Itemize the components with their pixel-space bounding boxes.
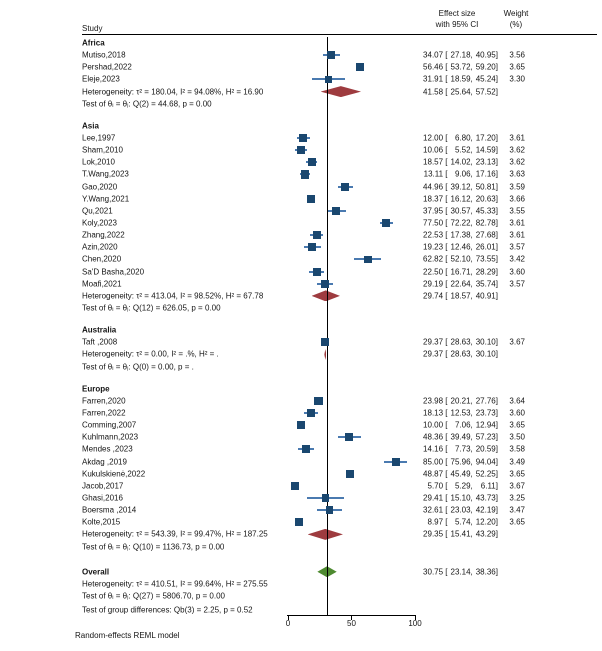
study-row [0,336,602,348]
test-row [0,302,602,314]
effect-square-marker [321,280,329,288]
x-axis-tick-label: 100 [408,619,422,628]
column-header-weight-line2: (%) [509,20,523,29]
group-label: Africa [82,38,105,48]
weight-value: 3.64 [509,396,525,406]
effect-square-marker [346,470,354,478]
study-row [0,443,602,455]
study-row [0,229,602,241]
weight-value: 3.55 [509,206,525,216]
study-label: Kuhlmann,2023 [82,432,139,442]
test-label: Test of θᵢ = θⱼ: Q(12) = 626.05, p = 0.00 [82,303,221,313]
study-label: Akdag ,2019 [82,457,127,467]
study-label: Boersma ,2014 [82,505,137,515]
study-row [0,144,602,156]
heterogeneity-row [0,348,602,360]
weight-value: 3.63 [509,169,525,179]
study-label: Eleje,2023 [82,74,120,84]
effect-square-marker [327,51,335,59]
effect-ci-value: 19.23 [ 12.46 , 26.01 ] [423,242,498,252]
effect-square-marker [322,494,329,501]
effect-square-marker [302,445,310,453]
study-label: T.Wang,2023 [82,169,129,179]
weight-value: 3.60 [509,267,525,277]
study-label: Moafi,2021 [82,279,122,289]
forest-row [0,324,602,336]
effect-ci-value: 62.82 [ 52.10 , 73.55 ] [423,254,498,264]
test-label: Test of θᵢ = θⱼ: Q(27) = 5806.70, p = 0.00 [82,591,225,601]
group-label: Asia [82,121,99,131]
study-row [0,395,602,407]
study-label: Chen,2020 [82,254,122,264]
weight-value: 3.65 [509,420,525,430]
weight-value: 3.42 [509,254,525,264]
weight-value: 3.49 [509,457,525,467]
group-differences-label: Test of group differences: Qb(3) = 2.25, p = 0.52 [82,605,253,615]
study-label: Kukulskienė,2022 [82,469,146,479]
effect-ci-value: 31.91 [ 18.59 , 45.24 ] [423,74,498,84]
heterogeneity-label: Heterogeneity: τ² = 410.51, I² = 99.64%, H² = 275.55 [82,579,268,589]
weight-value: 3.57 [509,242,525,252]
effect-square-marker [295,518,303,526]
weight-value: 3.62 [509,145,525,155]
study-row [0,181,602,193]
column-header-effect-size-line1: Effect size [438,9,476,18]
weight-value: 3.60 [509,408,525,418]
weight-value: 3.66 [509,194,525,204]
effect-ci-value: 18.57 [ 14.02 , 23.13 ] [423,157,498,167]
study-label: Sham,2010 [82,145,123,155]
study-row [0,217,602,229]
weight-value: 3.58 [509,444,525,454]
effect-ci-value: 85.00 [ 75.96 , 94.04 ] [423,457,498,467]
effect-square-marker [307,195,315,203]
heterogeneity-row [0,290,602,302]
overall-label: Overall [82,567,110,577]
weight-value: 3.57 [509,279,525,289]
weight-value: 3.56 [509,50,525,60]
effect-ci-value: 41.58 [ 25.64 , 57.52 ] [423,87,498,97]
heterogeneity-row [0,528,602,540]
study-row [0,132,602,144]
study-row [0,468,602,480]
test-row [0,540,602,552]
study-row [0,516,602,528]
study-row [0,407,602,419]
effect-ci-value: 29.74 [ 18.57 , 40.91 ] [423,291,498,301]
study-row [0,266,602,278]
effect-ci-value: 14.16 [ 7.73 , 20.59 ] [423,444,498,454]
effect-square-marker [341,183,349,191]
test-label: Test of θᵢ = θⱼ: Q(0) = 0.00, p = . [82,362,194,372]
effect-ci-value: 18.37 [ 16.12 , 20.63 ] [423,194,498,204]
effect-square-marker [392,458,400,466]
study-label: Ghasi,2016 [82,493,123,503]
study-label: Jacob,2017 [82,481,124,491]
study-row [0,504,602,516]
effect-square-marker [364,256,372,264]
effect-square-marker [325,76,332,83]
effect-ci-value: 8.97 [ 5.74 , 12.20 ] [427,517,498,527]
effect-ci-value: 32.61 [ 23.03 , 42.19 ] [423,505,498,515]
group-label: Australia [82,325,117,335]
effect-ci-value: 56.46 [ 53.72 , 59.20 ] [423,62,498,72]
spacer-row [0,373,602,383]
study-label: Azin,2020 [82,242,118,252]
test-row [0,98,602,110]
effect-ci-value: 12.00 [ 6.80 , 17.20 ] [423,133,498,143]
heterogeneity-row [0,578,602,590]
effect-ci-value: 37.95 [ 30.57 , 45.33 ] [423,206,498,216]
spacer-row [0,553,602,566]
effect-ci-value: 18.13 [ 12.53 , 23.73 ] [423,408,498,418]
effect-square-marker [299,134,307,142]
study-label: Farren,2020 [82,396,126,406]
study-label: Mutiso,2018 [82,50,126,60]
weight-value: 3.61 [509,230,525,240]
effect-square-marker [345,433,353,441]
study-row [0,49,602,61]
effect-square-marker [308,243,316,251]
effect-square-marker [356,63,364,71]
test-row [0,361,602,373]
study-row [0,480,602,492]
effect-ci-value: 22.50 [ 16.71 , 28.29 ] [423,267,498,277]
effect-ci-value: 29.41 [ 15.10 , 43.73 ] [423,493,498,503]
effect-ci-value: 34.07 [ 27.18 , 40.95 ] [423,50,498,60]
effect-square-marker [297,146,305,154]
group-label: Europe [82,384,110,394]
overall-row [0,566,602,578]
column-header-effect-size-line2: with 95% CI [435,20,479,29]
effect-square-marker [301,170,309,178]
effect-square-marker [291,482,299,490]
heterogeneity-label: Heterogeneity: τ² = 543.39, I² = 99.47%, H² = 187.25 [82,529,268,539]
study-label: Pershad,2022 [82,62,132,72]
effect-square-marker [308,158,316,166]
effect-square-marker [332,207,340,215]
effect-ci-value: 10.00 [ 7.06 , 12.94 ] [423,420,498,430]
weight-value: 3.67 [509,481,525,491]
effect-ci-value: 10.06 [ 5.52 , 14.59 ] [423,145,498,155]
study-label: Y.Wang,2021 [82,194,130,204]
effect-ci-value: 23.98 [ 20.21 , 27.76 ] [423,396,498,406]
reference-line [327,37,328,615]
study-row [0,456,602,468]
heterogeneity-label: Heterogeneity: τ² = 180.04, I² = 94.08%, H² = 16.90 [82,87,264,97]
summary-diamond [308,529,343,540]
weight-value: 3.65 [509,62,525,72]
effect-square-marker [314,397,322,405]
study-label: Sa'D Basha,2020 [82,267,145,277]
effect-ci-value: 13.11 [ 9.06 , 17.16 ] [423,169,498,179]
effect-ci-value: 44.96 [ 39.12 , 50.81 ] [423,182,498,192]
study-label: Comming,2007 [82,420,137,430]
effect-ci-value: 77.50 [ 72.22 , 82.78 ] [423,218,498,228]
spacer-row [0,110,602,120]
weight-value: 3.47 [509,505,525,515]
study-row [0,492,602,504]
effect-ci-value: 29.35 [ 15.41 , 43.29 ] [423,529,498,539]
weight-value: 3.61 [509,218,525,228]
weight-value: 3.61 [509,133,525,143]
study-label: Lee,1997 [82,133,116,143]
forest-rows [0,37,602,616]
forest-row [0,120,602,132]
x-axis-tick-label: 50 [347,619,356,628]
model-footnote: Random-effects REML model [75,631,180,640]
weight-value: 3.65 [509,517,525,527]
study-row [0,419,602,431]
study-label: Lok,2010 [82,157,115,167]
weight-value: 3.50 [509,432,525,442]
study-label: Zhang,2022 [82,230,125,240]
effect-square-marker [382,219,390,227]
column-header-study: Study [82,24,103,33]
effect-square-marker [313,231,321,239]
effect-ci-value: 29.37 [ 28.63 , 30.10 ] [423,337,498,347]
x-axis-tick-label: 0 [285,619,291,628]
heterogeneity-label: Heterogeneity: τ² = 0.00, I² = .%, H² = . [82,349,219,359]
weight-value: 3.67 [509,337,525,347]
header-rule [82,34,597,35]
column-header-weight [497,8,535,30]
spacer-row [0,314,602,324]
weight-value: 3.25 [509,493,525,503]
weight-value: 3.59 [509,182,525,192]
effect-square-marker [321,338,329,346]
study-row [0,205,602,217]
study-row [0,168,602,180]
column-header-weight-line1: Weight [503,9,529,18]
column-header-effect-size [414,8,500,30]
test-row [0,590,602,602]
study-row [0,431,602,443]
study-row [0,156,602,168]
study-label: Koly,2023 [82,218,117,228]
effect-square-marker [307,409,315,417]
effect-ci-value: 29.37 [ 28.63 , 30.10 ] [423,349,498,359]
forest-row [0,383,602,395]
study-row [0,241,602,253]
test-label: Test of θᵢ = θⱼ: Q(2) = 44.68, p = 0.00 [82,99,212,109]
study-label: Taft ,2008 [82,337,118,347]
forest-row [0,37,602,49]
effect-ci-value: 48.87 [ 45.49 , 52.25 ] [423,469,498,479]
study-row [0,73,602,85]
effect-square-marker [297,421,305,429]
study-label: Farren,2022 [82,408,126,418]
effect-ci-value: 48.36 [ 39.49 , 57.23 ] [423,432,498,442]
effect-square-marker [326,506,334,514]
study-label: Mendes ,2023 [82,444,133,454]
test-label: Test of θᵢ = θⱼ: Q(10) = 1136.73, p = 0.00 [82,542,225,552]
effect-ci-value: 5.70 [ 5.29 , 6.11 ] [427,481,498,491]
study-row [0,61,602,73]
study-row [0,253,602,265]
study-label: Gao,2020 [82,182,118,192]
heterogeneity-row [0,86,602,98]
study-label: Qu,2021 [82,206,113,216]
study-row [0,193,602,205]
effect-ci-value: 29.19 [ 22.64 , 35.74 ] [423,279,498,289]
effect-ci-value: 22.53 [ 17.38 , 27.68 ] [423,230,498,240]
weight-value: 3.65 [509,469,525,479]
study-label: Kolte,2015 [82,517,121,527]
weight-value: 3.30 [509,74,525,84]
weight-value: 3.62 [509,157,525,167]
effect-square-marker [313,268,321,276]
heterogeneity-label: Heterogeneity: τ² = 413.04, I² = 98.52%, H² = 67.78 [82,291,264,301]
study-row [0,278,602,290]
effect-ci-value: 30.75 [ 23.14 , 38.36 ] [423,567,498,577]
